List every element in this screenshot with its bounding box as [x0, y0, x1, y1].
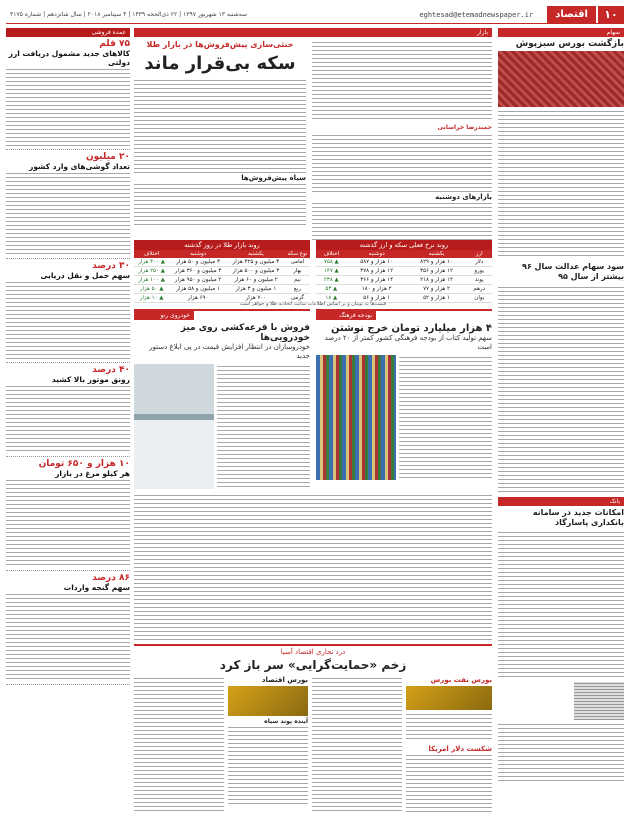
table-row — [134, 285, 310, 294]
brief-title: تعداد گوشی‌های وارد کشور — [29, 162, 130, 171]
article-body — [399, 355, 492, 480]
section-label-stocks: سهام — [498, 28, 624, 37]
brief-title: سهم گنجه واردات — [63, 583, 130, 592]
table-cell: ▲ ۷۵۸ — [316, 258, 347, 267]
news-box — [228, 676, 308, 814]
story-body — [134, 364, 310, 489]
table-cell: یورو — [467, 267, 492, 276]
article-body — [312, 133, 492, 193]
story-title: امکانات جدید در سامانه بانکداری پاسارگاد — [532, 508, 624, 527]
article-body — [6, 280, 130, 360]
date-line: سه‌شنبه ۱۳ شهریور ۱۳۹۷ | ۲۲ ذی‌الحجه ۱۴۳۹ | ۴ سپتامبر ۲۰۱۸ | سال شانزدهم | شماره ۴۱۷۵ — [10, 11, 248, 18]
table-cell: ۱ هزار و ۵۲ — [407, 294, 467, 303]
brief-title: سهم حمل و نقل دریایی — [40, 271, 130, 280]
table-note: قیمت‌ها به تومان و بر اساس اطلاعات سایت اتحادیه طلا و جواهر است — [239, 301, 387, 307]
article-body — [228, 725, 308, 805]
story-kicker: بودجه فرهنگ — [316, 311, 376, 320]
sub-head: بازارهای دوشنبه — [435, 193, 492, 201]
story-headline: فروش با قرعه‌کشی روی میز خودرویی‌ها — [180, 323, 310, 343]
table-header: اختلاف — [316, 250, 347, 258]
brief-number: ۱۰ هزار و ۶۵۰ تومان — [38, 459, 130, 469]
cars-story — [134, 309, 310, 489]
stock-market-photo — [498, 51, 624, 107]
table-cell: دلار — [467, 258, 492, 267]
bookshelf-photo — [316, 355, 396, 480]
table-header: دوشنبه — [347, 250, 407, 258]
story-kicker: خودروی رنو — [134, 311, 194, 320]
article-body — [406, 753, 492, 813]
article-body — [134, 676, 224, 814]
gold-bars-photo — [228, 686, 308, 716]
article-body — [6, 592, 130, 682]
table-title: روند بازار طلا در روز گذشته — [134, 240, 310, 250]
article-body — [498, 722, 624, 782]
lead-text-block — [312, 40, 492, 240]
lead-headline: سکه بی‌قرار ماند — [144, 53, 296, 74]
box-title: بورس نفت بورس — [430, 676, 492, 684]
site-email: eghtesad@etemadnewspaper.ir — [419, 10, 534, 19]
data-table — [134, 250, 310, 303]
lead-story — [134, 40, 492, 240]
brief-title: کالاهای جدید مشمول دریافت ارز دولتی — [8, 49, 130, 67]
section-label-wholesale: عمده فروشی — [6, 28, 130, 37]
brief-item — [6, 150, 130, 259]
article-body — [217, 364, 310, 489]
brief-title: هر کیلو مرغ در بازار — [55, 469, 130, 478]
article-body — [312, 40, 492, 122]
box-title: بورس اقتصاد — [261, 676, 308, 684]
table-header: یکشنبه — [227, 250, 285, 258]
table-cell: ۳ میلیون و ۳۶۰ هزار — [169, 267, 227, 276]
article-body — [134, 493, 492, 641]
page-header — [6, 6, 624, 24]
table-cell: ۱۴ هزار و ۳۶۶ — [347, 276, 407, 285]
story-headline: زخم «حمایت‌گرایی» سر باز کرد — [219, 658, 407, 672]
center-column — [134, 28, 492, 814]
table-cell: ▲ ۵۰ هزار — [134, 285, 169, 294]
table-cell: ۱ میلیون و ۵۸ هزار — [169, 285, 227, 294]
page-number: ۱۰ — [598, 6, 624, 24]
table-cell: ▲ ۱۰۰ هزار — [134, 276, 169, 285]
table-cell: نیم — [285, 276, 310, 285]
brief-number: ۷۵ قلم — [99, 39, 130, 49]
table-cell: ۶۹۰ هزار — [169, 294, 227, 303]
table-cell: بهار — [285, 267, 310, 276]
brief-item — [6, 571, 130, 685]
section-label-market: بازار — [134, 28, 492, 37]
brief-number: ۳۰ درصد — [92, 261, 130, 271]
table-cell: امامی — [285, 258, 310, 267]
table-cell: درهم — [467, 285, 492, 294]
article-body — [6, 478, 130, 568]
table-row — [134, 267, 310, 276]
article-body — [134, 78, 306, 174]
article-body — [312, 676, 402, 814]
brief-item — [6, 37, 130, 150]
article-body — [498, 109, 624, 259]
brief-item — [6, 457, 130, 571]
table-cell: ▲ ۵۳ — [316, 285, 347, 294]
story-subtitle: خودروسازان در انتظار افزایش قیمت در پی ابلاغ دستور جدید — [149, 343, 310, 361]
table-cell: ۲ هزار و ۱۸۰ — [347, 285, 407, 294]
table-row — [316, 258, 492, 267]
article-body — [6, 384, 130, 454]
table-cell: ربع — [285, 285, 310, 294]
brief-item — [6, 259, 130, 363]
story-body — [316, 355, 492, 480]
table-header: ارز — [467, 250, 492, 258]
table-cell: ۱ هزار و ۵۶ — [347, 294, 407, 303]
table-cell: ۱۴ هزار و ۲۱۸ — [407, 276, 467, 285]
table-cell: پوند — [467, 276, 492, 285]
table-cell: ۱ میلیون و ۳ هزار — [227, 285, 285, 294]
table-title: روند نرخ فعلی سکه و ارز گذشته — [316, 240, 492, 250]
table-cell: ۳ میلیون و ۵۰ هزار — [169, 258, 227, 267]
parking-lot-photo — [134, 364, 214, 489]
brief-item — [6, 363, 130, 457]
article-body — [134, 182, 306, 228]
article-body — [6, 67, 130, 147]
table-cell: ۲ میلیون و ۹۵۰ هزار — [169, 276, 227, 285]
table-cell: ۳ میلیون و ۳۲۵ هزار — [227, 258, 285, 267]
table-row — [316, 285, 492, 294]
table-cell: ۱۰ هزار و ۵۸۷ — [347, 258, 407, 267]
article-body — [312, 201, 492, 241]
table-cell: ۱۰ هزار و ۸۲۹ — [407, 258, 467, 267]
table-cell: ۱۲ هزار و ۳۵۶ — [407, 267, 467, 276]
lead-kicker: خنثی‌سازی پیش‌فروش‌ها در بازار طلا — [146, 40, 294, 49]
table-cell: یوان — [467, 294, 492, 303]
books-story — [316, 309, 492, 489]
box-title: شکست دلار امریکا — [428, 745, 492, 753]
story-headline: ۴ هزار میلیارد تومان خرج نوشتن — [330, 323, 492, 334]
brief-number: ۲۰ میلیون — [85, 152, 130, 162]
sub-head: سیاه پیش‌فروش‌ها — [241, 174, 306, 182]
oil-icon — [406, 686, 492, 710]
box-label: آینده پوند سیاه — [264, 718, 308, 725]
table-cell: ۷۰۰ هزار — [227, 294, 285, 303]
left-column — [6, 28, 130, 814]
table-cell: ۱۲ هزار و ۳۷۸ — [347, 267, 407, 276]
article-body — [498, 530, 624, 680]
table-row — [134, 258, 310, 267]
asia-story — [134, 644, 492, 814]
story-title: سود سهام عدالت سال ۹۶ بیشتر از سال ۹۵ — [521, 262, 624, 281]
table-cell: ۲ هزار و ۷۷ — [407, 285, 467, 294]
table-cell: ▲ ۲۵۰ هزار — [134, 267, 169, 276]
table-header: دوشنبه — [169, 250, 227, 258]
table-cell: ▲ ۱۴۷ — [316, 267, 347, 276]
news-boxes — [406, 676, 492, 814]
data-table — [316, 250, 492, 303]
lead-title-block — [134, 40, 306, 240]
section-title: اقتصاد — [547, 6, 596, 24]
table-header: اختلاف — [134, 250, 169, 258]
table-cell: ۲ میلیون و ۶۰ هزار — [227, 276, 285, 285]
table-header: یکشنبه — [407, 250, 467, 258]
article-body — [6, 171, 130, 256]
section-label-bank: بانک — [498, 497, 624, 506]
table-cell: ۳ میلیون و ۵۰۰ هزار — [227, 267, 285, 276]
byline: حمیدرضا خراسانی — [437, 124, 492, 131]
table-header: نوع سکه — [285, 250, 310, 258]
gold-table — [134, 240, 310, 303]
portrait-photo — [574, 682, 624, 720]
table-cell: ▲ ۲۳۸ — [316, 276, 347, 285]
left-items — [6, 37, 130, 685]
story-subtitle: سهم تولید کتاب از بودجه فرهنگی کشور کمتر از ۲۰ درصد است — [324, 334, 492, 352]
table-cell: ▲ ۱۸ — [316, 294, 347, 303]
brief-number: ۸۶ درصد — [92, 573, 130, 583]
table-row — [134, 276, 310, 285]
table-cell: گرمی — [285, 294, 310, 303]
right-column — [498, 28, 624, 814]
table-row — [316, 267, 492, 276]
story-title: بازگشت بورس سبزپوش — [515, 39, 624, 49]
article-body — [406, 712, 492, 742]
table-cell: ▲ ۳۰۰ هزار — [134, 258, 169, 267]
table-row — [316, 276, 492, 285]
article-body — [498, 285, 624, 495]
brief-number: ۴۰ درصد — [92, 365, 130, 375]
brief-title: رونق موتور بالا کشید — [51, 375, 130, 384]
table-cell: ▲ ۱۰ هزار — [134, 294, 169, 303]
story-body — [134, 676, 492, 814]
currency-table — [316, 240, 492, 303]
story-kicker: درد تجاری اقتصاد آسیا — [280, 648, 346, 656]
